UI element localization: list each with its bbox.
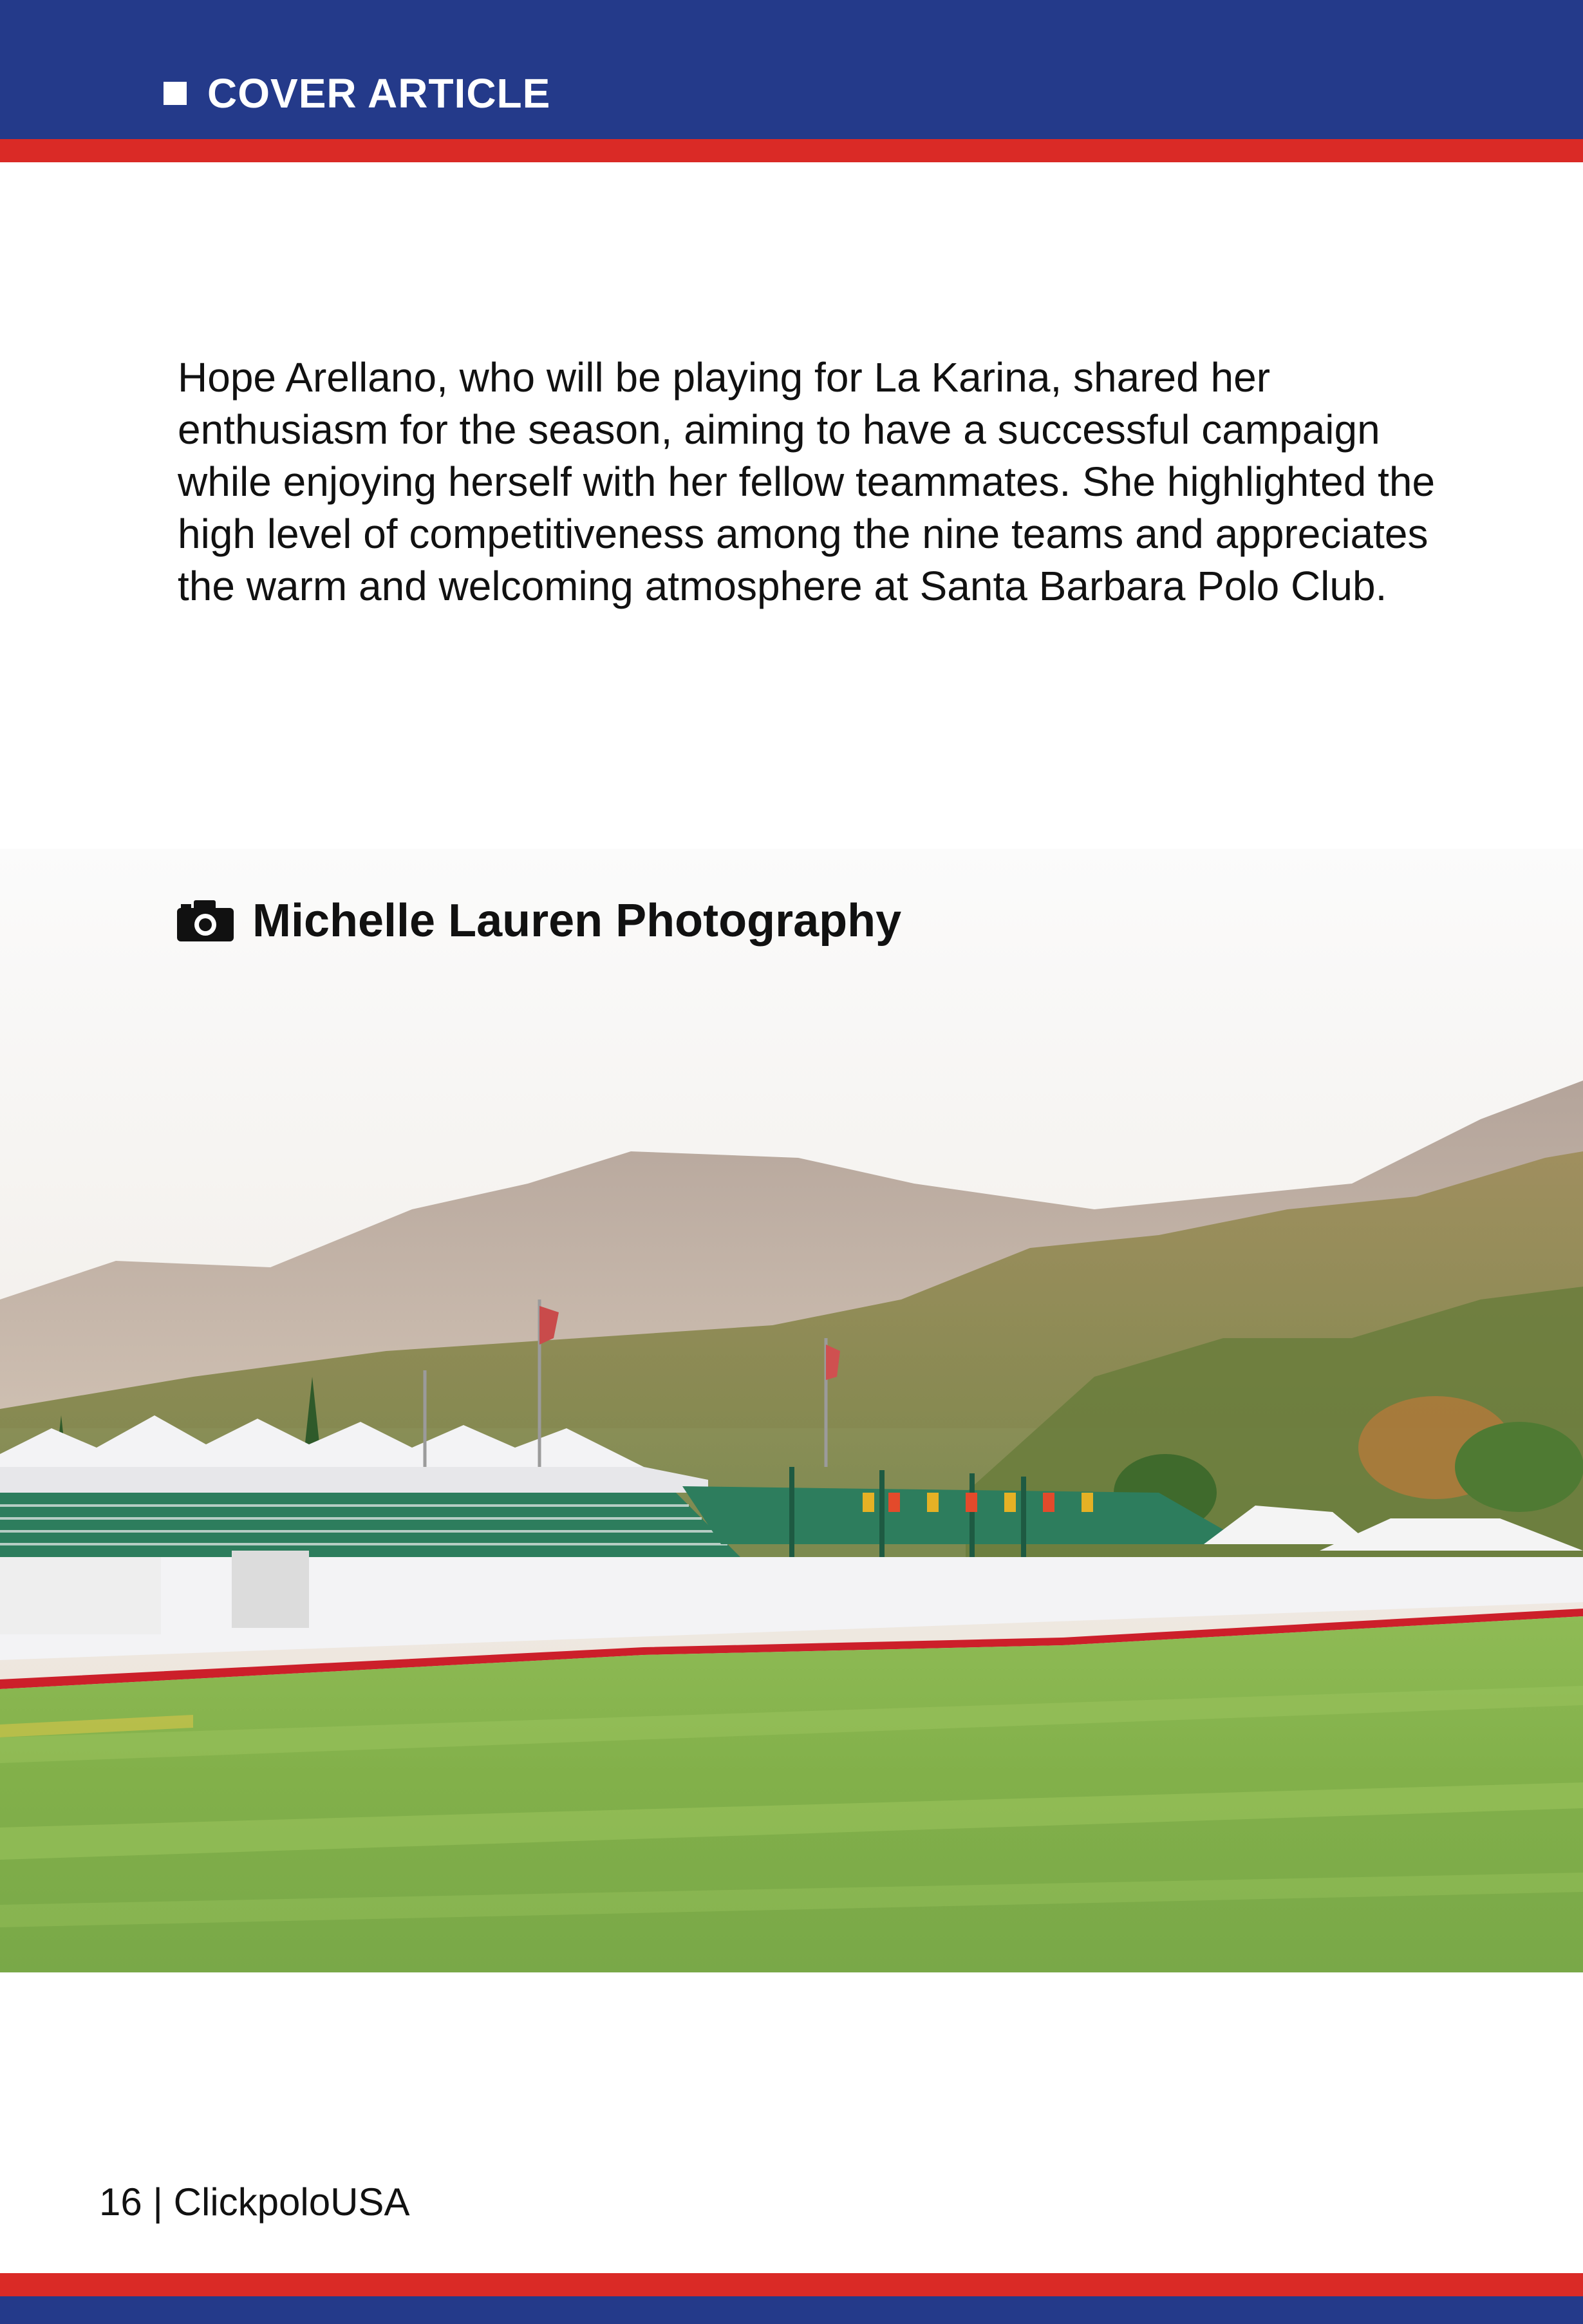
footer-red-stripe (0, 2273, 1583, 2296)
square-bullet-icon (164, 82, 187, 105)
footer-blue-band (0, 2296, 1583, 2324)
page-footer-label: 16 | ClickpoloUSA (99, 2180, 410, 2224)
polo-field-photo (0, 849, 1583, 1972)
article-paragraph: Hope Arellano, who will be playing for La Karina, shared her enthusiasm for the season, aiming to have a successful campaign while enjoying herself with her fellow teammates. She highlighted the high level of competitiveness among the nine teams and appreciates the warm and welcoming atmosphere at Santa Barbara Polo Club. (178, 354, 1436, 609)
camera-icon (177, 899, 234, 941)
photo-credit: Michelle Lauren Photography (252, 895, 902, 947)
header-red-stripe (0, 139, 1583, 162)
section-label: COVER ARTICLE (207, 70, 551, 117)
